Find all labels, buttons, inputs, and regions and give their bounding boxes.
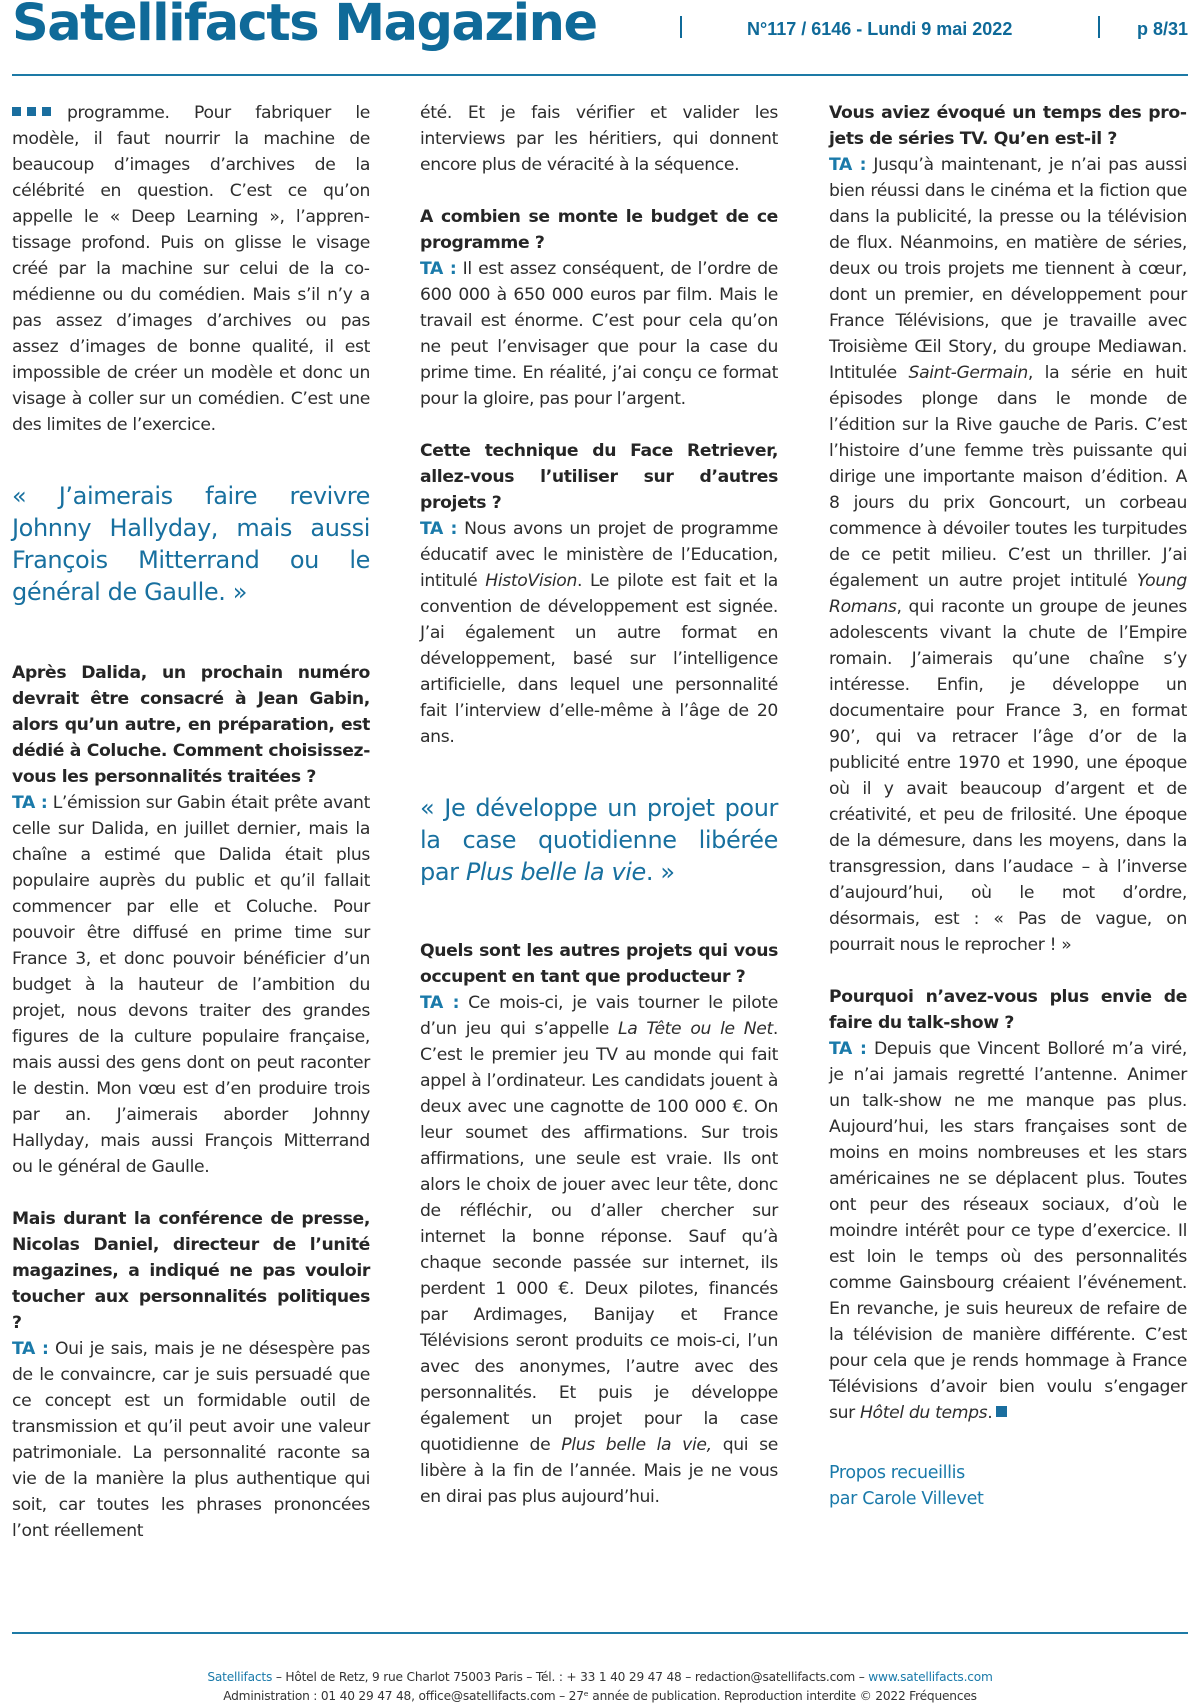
- byline: Propos recueillis par Carole Villevet: [829, 1463, 984, 1509]
- footer-admin-line: Administration : 01 40 29 47 48, office@satellifacts.com – 27ᵉ année de publication. Reproduction interdite © 2022 Fréquences: [223, 1689, 977, 1703]
- column-1: [12, 100, 370, 1544]
- interview-question: Mais durant la conférence de presse, Nicolas Daniel, directeur de l’unité magazines, a indiqué ne pas vouloir toucher aux personnalités politiques ?: [12, 1209, 370, 1333]
- interview-answer: TA : Jusqu’à maintenant, je n’ai pas aussi bien réussi dans le cinéma et la fiction que dans la publicité, la presse ou la télévision de flux. Néanmoins, en matière de séries, deux ou trois projets me tiennent à cœur, dont un premier, en développement pour France Télévisions, que je travaille avec Troisième Œil Story, du groupe Mediawan. Intitulée Saint-Germain, la série en huit épisodes plonge dans le monde de l’édition sur la Rive gauche de Paris. C’est l’histoire d’une femme très puissante qui dirige une importante maison d’édition. A 8 jours du prix Goncourt, un corbeau commence à dévoiler toutes les turpitudes de ce petit milieu. C’est un thriller. J’ai également un autre projet intitulé Young Romans, qui raconte un groupe de jeunes adolescents vivant la chute de l’Empire romain. J’aimerais qu’une chaîne s’y intéresse. Enfin, je développe un documentaire pour France 3, en format 90’, qui va retracer l’âge d’or de la publicité entre 1970 et 1990, une époque où il y avait beaucoup d’argent et de créativité, et peu de frilosité. Une époque de la démesure, dans les moyens, dans la transgression, dans l’audace – à l’inverse d’aujourd’hui, où le mot d’ordre, désormais, est : « Pas de vague, on pourrait nous le reprocher ! »: [829, 155, 1187, 955]
- interview-question: Après Dalida, un prochain numéro devrait être consacré à Jean Gabin, alors qu’un autre, en préparation, est dédié à Coluche. Comment choisissez-vous les personnalités traitées ?: [12, 663, 370, 787]
- end-of-article-square-icon: [996, 1406, 1007, 1417]
- interview-question: Quels sont les autres projets qui vous occupent en tant que producteur ?: [420, 941, 778, 987]
- website-link[interactable]: www.satellifacts.com: [868, 1670, 993, 1684]
- page-number: p 8/31: [1136, 19, 1188, 39]
- footer-contact-line: Satellifacts – Hôtel de Retz, 9 rue Charlot 75003 Paris – Tél. : + 33 1 40 29 47 48 – redaction@satellifacts.com – www.satellifacts.com: [207, 1670, 993, 1684]
- speaker-label: TA :: [829, 155, 867, 175]
- interview-question: Cette technique du Face Retriever, allez-vous l’utiliser sur d’autres projets ?: [420, 441, 778, 513]
- header-divider: [1098, 16, 1100, 38]
- column-2: [420, 100, 778, 1510]
- pull-quote: « J’aimerais faire revivre Johnny Hallyday, mais aussi François Mitterrand ou le général de Gaulle. »: [12, 482, 370, 606]
- paragraph: été. Et je fais vérifier et valider les interviews par les héritiers, qui donnent encore plus de véracité à la séquence.: [420, 103, 778, 175]
- column-3: [829, 100, 1187, 1512]
- magazine-title: Satellifacts Magazine: [12, 0, 597, 53]
- speaker-label: TA :: [420, 519, 458, 539]
- header-divider: [680, 16, 682, 38]
- interview-answer: TA : Oui je sais, mais je ne désespère pas de le convaincre, car je suis persuadé que ce concept est un formidable outil de transmission et qu’il peut avoir une valeur patrimoniale. La personnalité raconte sa vie de la manière la plus authentique qui soit, car toutes les phrases prononcées l’ont réellement: [12, 1339, 370, 1541]
- paragraph: programme. Pour fabriquer le modèle, il faut nourrir la machine de beaucoup d’images d’archives de la célébrité en question. C’est ce qu’on appelle le « Deep Learning », l’apprentissage profond. Puis on glisse le visage créé par la machine sur celui de la comédienne ou du comédien. Mais s’il n’y a pas assez d’images d’archives ou pas assez d’images de bonne qualité, il est impossible de créer un modèle et donc un visage à coller sur un comédien. C’est une des limites de l’exercice.: [12, 100, 370, 438]
- pull-quote: « Je développe un projet pour la case quotidienne libérée par Plus belle la vie. »: [420, 794, 778, 886]
- speaker-label: TA :: [420, 259, 457, 279]
- header-rule: [12, 74, 1188, 76]
- issue-info: N°117 / 6146 - Lundi 9 mai 2022: [747, 19, 1013, 39]
- interview-answer: TA : Nous avons un projet de programme éducatif avec le ministère de l’Education, intitulé HistoVision. Le pilote est fait et la convention de développement est signée. J’ai également un autre format en développement, basé sur l’intelligence artificielle, dans lequel une personnalité fait l’interview d’elle-même à l’âge de 20 ans.: [420, 519, 778, 747]
- speaker-label: TA :: [12, 793, 48, 813]
- interview-answer: TA : Depuis que Vincent Bolloré m’a viré, je n’ai jamais regretté l’antenne. Animer un talk-show ne me manque pas plus. Aujourd’hui, les stars françaises sont de moins en moins nombreuses et les stars américaines ne se déplacent plus. Toutes ont peur des réseaux sociaux, d’où le moindre intérêt pour ce type d’exercice. Il est loin le temps où des personnalités comme Gainsbourg créaient l’événement. En revanche, je suis heureux de refaire de la télévision de manière différente. C’est pour cela que je rends hommage à France Télévisions d’avoir bien voulu s’engager sur Hôtel du temps.: [829, 1039, 1187, 1423]
- masthead: [12, 0, 1188, 62]
- interview-answer: TA : Il est assez conséquent, de l’ordre de 600 000 à 650 000 euros par film. Mais le travail est énorme. C’est pour cela qu’on ne peut l’envisager que pour la case du prime time. En réalité, j’ai conçu ce format pour la gloire, pas pour l’argent.: [420, 259, 778, 409]
- speaker-label: TA :: [420, 993, 460, 1013]
- interview-answer: TA : L’émission sur Gabin était prête avant celle sur Dalida, en juillet dernier, mais la chaîne a estimé que Dalida était plus populaire auprès du public et qu’il fallait commencer par elle et Coluche. Pour pouvoir être diffusé en prime time sur France 3, et donc pouvoir bénéficier d’un budget à la hauteur de l’ambition du projet, nous devons traiter des grandes figures de la culture populaire française, mais aussi des gens dont on peut raconter le destin. Mon vœu est d’en produire trois par an. J’aimerais aborder Johnny Hallyday, mais aussi François Mitterrand ou le général de Gaulle.: [12, 793, 370, 1177]
- continuation-bullets-icon: [12, 100, 57, 126]
- interview-answer: TA : Ce mois-ci, je vais tourner le pilote d’un jeu qui s’appelle La Tête ou le Net. C’est le premier jeu TV au monde qui fait appel à l’ordinateur. Les candidats jouent à deux avec une cagnotte de 100 000 €. On leur soumet des affirmations. Sur trois affirmations, une seule est vraie. Ils ont alors le choix de jouer avec leur tête, donc de réfléchir, ou d’aller chercher sur internet la bonne réponse. Sauf qu’à chaque seconde passée sur internet, ils perdent 1 000 €. Deux pilotes, financés par Ardimages, Banijay et France Télévisions seront produits ce mois-ci, l’un avec des anonymes, l’autre avec des personnalités. Et puis je développe également un projet pour la case quotidienne de Plus belle la vie, qui se libère à la fin de l’année. Mais je ne vous en dirai pas plus aujourd’hui.: [420, 993, 778, 1507]
- interview-question: Vous aviez évoqué un temps des projets de séries TV. Qu’en est-il ?: [829, 103, 1187, 149]
- interview-question: Pourquoi n’avez-vous plus envie de faire du talk-show ?: [829, 987, 1187, 1033]
- speaker-label: TA :: [829, 1039, 867, 1059]
- footer-brand: Satellifacts: [207, 1670, 273, 1684]
- interview-question: A combien se monte le budget de ce programme ?: [420, 207, 778, 253]
- footer-rule: [12, 1632, 1188, 1634]
- footer: [0, 1668, 1200, 1706]
- speaker-label: TA :: [12, 1339, 49, 1359]
